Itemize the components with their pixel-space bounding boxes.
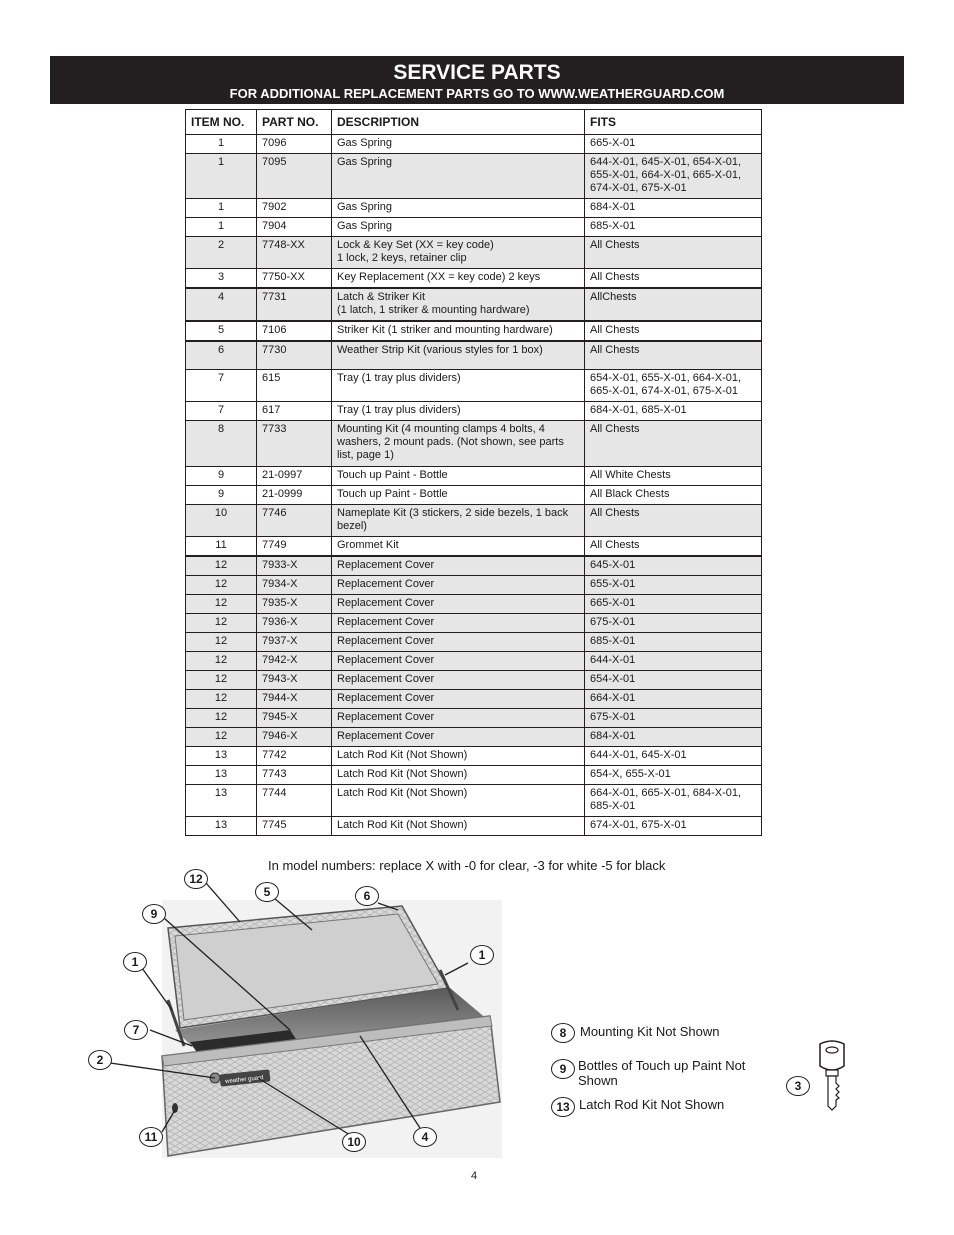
table-row [186, 690, 762, 709]
cell-part-no: 7942-X [257, 652, 332, 671]
cell-part-no: 7748-XX [257, 237, 332, 269]
cell-fits: 644-X-01 [585, 652, 762, 671]
cell-fits: 684-X-01 [585, 728, 762, 747]
cell-description: Mounting Kit (4 mounting clamps 4 bolts, 4 washers, 2 mount pads. (Not shown, see parts list, page 1) [332, 421, 585, 467]
cell-part-no: 7933-X [257, 556, 332, 576]
cell-fits: 665-X-01 [585, 595, 762, 614]
table-header-row [186, 110, 762, 135]
cell-part-no: 7731 [257, 288, 332, 321]
cell-part-no: 7743 [257, 766, 332, 785]
cell-description: Tray (1 tray plus dividers) [332, 370, 585, 402]
legend-number-9: 9 [551, 1059, 575, 1079]
cell-fits: All Chests [585, 537, 762, 557]
cell-item-no: 3 [186, 269, 257, 289]
page-title: SERVICE PARTS [393, 61, 561, 84]
cell-item-no: 12 [186, 595, 257, 614]
cell-fits: 664-X-01 [585, 690, 762, 709]
callout-1-left: 1 [123, 952, 147, 972]
cell-description: Key Replacement (XX = key code) 2 keys [332, 269, 585, 289]
legend-number-13: 13 [551, 1097, 575, 1117]
table-row [186, 370, 762, 402]
cell-description: Replacement Cover [332, 595, 585, 614]
cell-fits: 665-X-01 [585, 135, 762, 154]
callout-5: 5 [255, 882, 279, 902]
cell-description: Gas Spring [332, 135, 585, 154]
cell-part-no: 615 [257, 370, 332, 402]
col-header-part: PART NO. [257, 110, 332, 135]
cell-part-no: 7936-X [257, 614, 332, 633]
cell-fits: 685-X-01 [585, 218, 762, 237]
cell-item-no: 13 [186, 817, 257, 836]
cell-fits: 675-X-01 [585, 709, 762, 728]
cell-part-no: 7749 [257, 537, 332, 557]
cell-part-no: 7095 [257, 154, 332, 199]
cell-description: Lock & Key Set (XX = key code) 1 lock, 2 keys, retainer clip [332, 237, 585, 269]
cell-description: Replacement Cover [332, 576, 585, 595]
table-row [186, 218, 762, 237]
cell-item-no: 9 [186, 467, 257, 486]
legend-text-latch-rod: Latch Rod Kit Not Shown [579, 1097, 725, 1112]
col-header-item: ITEM NO. [186, 110, 257, 135]
cell-item-no: 7 [186, 402, 257, 421]
cell-part-no: 7745 [257, 817, 332, 836]
cell-fits: All Black Chests [585, 486, 762, 505]
table-row [186, 467, 762, 486]
table-row [186, 288, 762, 321]
cell-part-no: 21-0997 [257, 467, 332, 486]
table-row [186, 199, 762, 218]
cell-description: Replacement Cover [332, 671, 585, 690]
table-row [186, 766, 762, 785]
cell-item-no: 2 [186, 237, 257, 269]
cell-item-no: 13 [186, 766, 257, 785]
table-row [186, 341, 762, 370]
cell-description: Replacement Cover [332, 614, 585, 633]
table-row [186, 709, 762, 728]
cell-part-no: 7935-X [257, 595, 332, 614]
table-row [186, 537, 762, 557]
cell-part-no: 21-0999 [257, 486, 332, 505]
cell-description: Latch Rod Kit (Not Shown) [332, 766, 585, 785]
cell-part-no: 7943-X [257, 671, 332, 690]
callout-3-key: 3 [786, 1076, 810, 1096]
cell-item-no: 9 [186, 486, 257, 505]
cell-fits: 685-X-01 [585, 633, 762, 652]
cell-item-no: 13 [186, 747, 257, 766]
cell-item-no: 12 [186, 671, 257, 690]
cell-description: Replacement Cover [332, 652, 585, 671]
cell-description: Tray (1 tray plus dividers) [332, 402, 585, 421]
page-subtitle: FOR ADDITIONAL REPLACEMENT PARTS GO TO WWW.WEATHERGUARD.COM [229, 86, 725, 101]
cell-item-no: 12 [186, 728, 257, 747]
callout-10: 10 [342, 1132, 366, 1152]
table-row [186, 486, 762, 505]
cell-part-no: 7096 [257, 135, 332, 154]
cell-item-no: 11 [186, 537, 257, 557]
cell-fits: 645-X-01 [585, 556, 762, 576]
table-row [186, 595, 762, 614]
cell-description: Touch up Paint - Bottle [332, 467, 585, 486]
cell-description: Latch Rod Kit (Not Shown) [332, 747, 585, 766]
callout-11: 11 [139, 1127, 163, 1147]
cell-part-no: 7937-X [257, 633, 332, 652]
cell-fits: All White Chests [585, 467, 762, 486]
cell-description: Striker Kit (1 striker and mounting hardware) [332, 321, 585, 341]
table-row [186, 817, 762, 836]
cell-part-no: 7733 [257, 421, 332, 467]
cell-item-no: 12 [186, 709, 257, 728]
cell-fits: All Chests [585, 321, 762, 341]
cell-fits: All Chests [585, 269, 762, 289]
cell-fits: 664-X-01, 665-X-01, 684-X-01, 685-X-01 [585, 785, 762, 817]
cell-item-no: 1 [186, 154, 257, 199]
cell-fits: AllChests [585, 288, 762, 321]
cell-fits: 684-X-01, 685-X-01 [585, 402, 762, 421]
cell-fits: All Chests [585, 505, 762, 537]
key-icon [814, 1040, 850, 1112]
cell-item-no: 10 [186, 505, 257, 537]
cell-item-no: 12 [186, 576, 257, 595]
table-row [186, 237, 762, 269]
cell-part-no: 7742 [257, 747, 332, 766]
cell-item-no: 12 [186, 556, 257, 576]
cell-fits: 675-X-01 [585, 614, 762, 633]
cell-item-no: 12 [186, 690, 257, 709]
table-row [186, 652, 762, 671]
table-row [186, 556, 762, 576]
table-row [186, 576, 762, 595]
cell-description: Gas Spring [332, 154, 585, 199]
cell-description: Replacement Cover [332, 556, 585, 576]
grommet [172, 1103, 178, 1113]
cell-description: Replacement Cover [332, 709, 585, 728]
cell-description: Gas Spring [332, 199, 585, 218]
legend-text-touch-up-paint: Bottles of Touch up Paint Not Shown [578, 1058, 746, 1088]
callout-9: 9 [142, 904, 166, 924]
cell-fits: 684-X-01 [585, 199, 762, 218]
cell-item-no: 12 [186, 652, 257, 671]
cell-fits: 655-X-01 [585, 576, 762, 595]
cell-fits: All Chests [585, 421, 762, 467]
legend-text-mounting-kit: Mounting Kit Not Shown [580, 1024, 720, 1039]
cell-item-no: 5 [186, 321, 257, 341]
cell-part-no: 617 [257, 402, 332, 421]
page-number: 4 [471, 1170, 478, 1182]
cell-fits: All Chests [585, 341, 762, 370]
cell-description: Weather Strip Kit (various styles for 1 box) [332, 341, 585, 370]
cell-part-no: 7744 [257, 785, 332, 817]
cell-fits: 644-X-01, 645-X-01, 654-X-01, 655-X-01, 664-X-01, 665-X-01, 674-X-01, 675-X-01 [585, 154, 762, 199]
cell-item-no: 7 [186, 370, 257, 402]
cell-item-no: 1 [186, 218, 257, 237]
table-row [186, 785, 762, 817]
callout-4: 4 [413, 1127, 437, 1147]
cell-fits: 654-X, 655-X-01 [585, 766, 762, 785]
cell-fits: 644-X-01, 645-X-01 [585, 747, 762, 766]
cell-fits: 674-X-01, 675-X-01 [585, 817, 762, 836]
cell-fits: All Chests [585, 237, 762, 269]
table-row [186, 633, 762, 652]
cell-description: Nameplate Kit (3 stickers, 2 side bezels, 1 back bezel) [332, 505, 585, 537]
cell-description: Latch & Striker Kit (1 latch, 1 striker & mounting hardware) [332, 288, 585, 321]
legend-number-8: 8 [551, 1023, 575, 1043]
header-banner [50, 56, 904, 104]
cell-part-no: 7750-XX [257, 269, 332, 289]
cell-item-no: 13 [186, 785, 257, 817]
cell-description: Gas Spring [332, 218, 585, 237]
table-row [186, 402, 762, 421]
cell-item-no: 6 [186, 341, 257, 370]
callout-1-right: 1 [470, 945, 494, 965]
cell-description: Touch up Paint - Bottle [332, 486, 585, 505]
cell-part-no: 7944-X [257, 690, 332, 709]
table-row [186, 154, 762, 199]
cell-description: Grommet Kit [332, 537, 585, 557]
callout-7: 7 [124, 1020, 148, 1040]
cell-description: Replacement Cover [332, 690, 585, 709]
table-row [186, 321, 762, 341]
cell-item-no: 12 [186, 614, 257, 633]
callout-12: 12 [184, 869, 208, 889]
cell-part-no: 7902 [257, 199, 332, 218]
cell-description: Latch Rod Kit (Not Shown) [332, 817, 585, 836]
nameplate-text: weather guard [225, 1075, 264, 1086]
cell-part-no: 7934-X [257, 576, 332, 595]
cell-item-no: 4 [186, 288, 257, 321]
cell-fits: 654-X-01, 655-X-01, 664-X-01, 665-X-01, 674-X-01, 675-X-01 [585, 370, 762, 402]
col-header-fits: FITS [585, 110, 762, 135]
model-number-note: In model numbers: replace X with -0 for clear, -3 for white -5 for black [268, 858, 666, 873]
callout-6: 6 [355, 886, 379, 906]
col-header-description: DESCRIPTION [332, 110, 585, 135]
cell-part-no: 7746 [257, 505, 332, 537]
table-row [186, 269, 762, 289]
cell-part-no: 7730 [257, 341, 332, 370]
table-row [186, 747, 762, 766]
cell-description: Latch Rod Kit (Not Shown) [332, 785, 585, 817]
table-row [186, 135, 762, 154]
table-row [186, 671, 762, 690]
cell-item-no: 8 [186, 421, 257, 467]
cell-part-no: 7904 [257, 218, 332, 237]
table-row [186, 421, 762, 467]
cell-description: Replacement Cover [332, 728, 585, 747]
cell-part-no: 7945-X [257, 709, 332, 728]
table-row [186, 505, 762, 537]
cell-item-no: 12 [186, 633, 257, 652]
table-row [186, 728, 762, 747]
cell-part-no: 7946-X [257, 728, 332, 747]
cell-part-no: 7106 [257, 321, 332, 341]
cell-item-no: 1 [186, 135, 257, 154]
callout-2: 2 [88, 1050, 112, 1070]
cell-fits: 654-X-01 [585, 671, 762, 690]
cell-item-no: 1 [186, 199, 257, 218]
service-parts-table [185, 109, 762, 836]
table-row [186, 614, 762, 633]
cell-description: Replacement Cover [332, 633, 585, 652]
